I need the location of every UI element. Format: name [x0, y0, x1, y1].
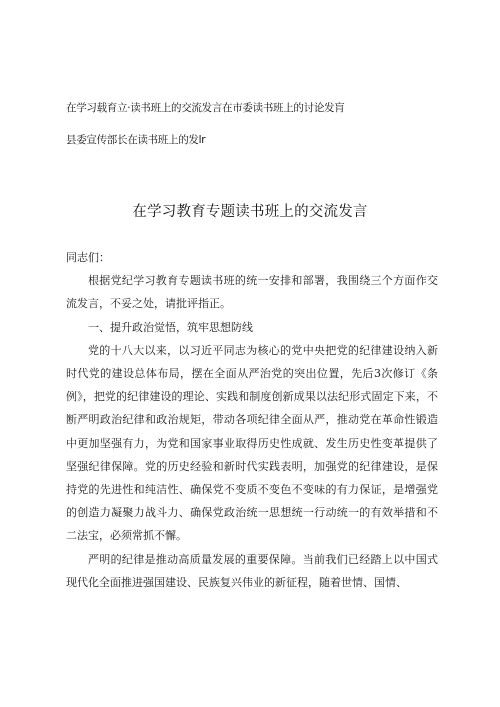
document-body: [66, 246, 438, 594]
document-title: 在学习教育专题读书班上的交流发言: [132, 204, 368, 220]
section-heading-1: 一、提升政治觉悟，筑牢思想防线: [88, 320, 253, 334]
paragraph-intro: 根据党纪学习教育专题读书班的统一安排和部署，我围绕三个方面作交流发言，不妥之处，请批评指正。: [66, 274, 438, 311]
header-line-1: 在学习载育立·读书班上的交流发言在市委读书班上的讨论发肓: [66, 102, 345, 114]
salutation: 同志们：: [66, 251, 110, 264]
paragraph-high-quality-development: 严明的纪律是推动高质量发展的重要保障。当前我们已经踏上以中国式现代化全面推进强国建设、民族复兴伟业的新征程，随着世情、国情、: [66, 552, 438, 589]
header-line-2: 县委宣传部长在读书班上的发lr: [66, 134, 206, 146]
paragraph-discipline-history: 党的十八大以来，以习近平同志为核心的党中央把党的纪律建设纳入新时代党的建设总体布局，摆在全面从严治党的突出位置，先后3次修订《条例》，把党的纪律建设的理论、实践和制度创新成果以法纪形式固定下来，不断严明政治纪律和政治规矩，带动各项纪律全面从严，推动党在革命性锻造中更加坚强有力，为党和国家事业取得历史性成就、发生历史性变革提供了坚强纪律保障。党的历史经验和新时代实践表明，加强党的纪律建设，是保持党的先进性和纯洁性、确保党不变质不变色不变味的有力保证，是增强党的创造力凝聚力战斗力、确保党政治统一思想统一行动统一的有效举措和不二法宝，必须常抓不懈。: [66, 343, 438, 543]
